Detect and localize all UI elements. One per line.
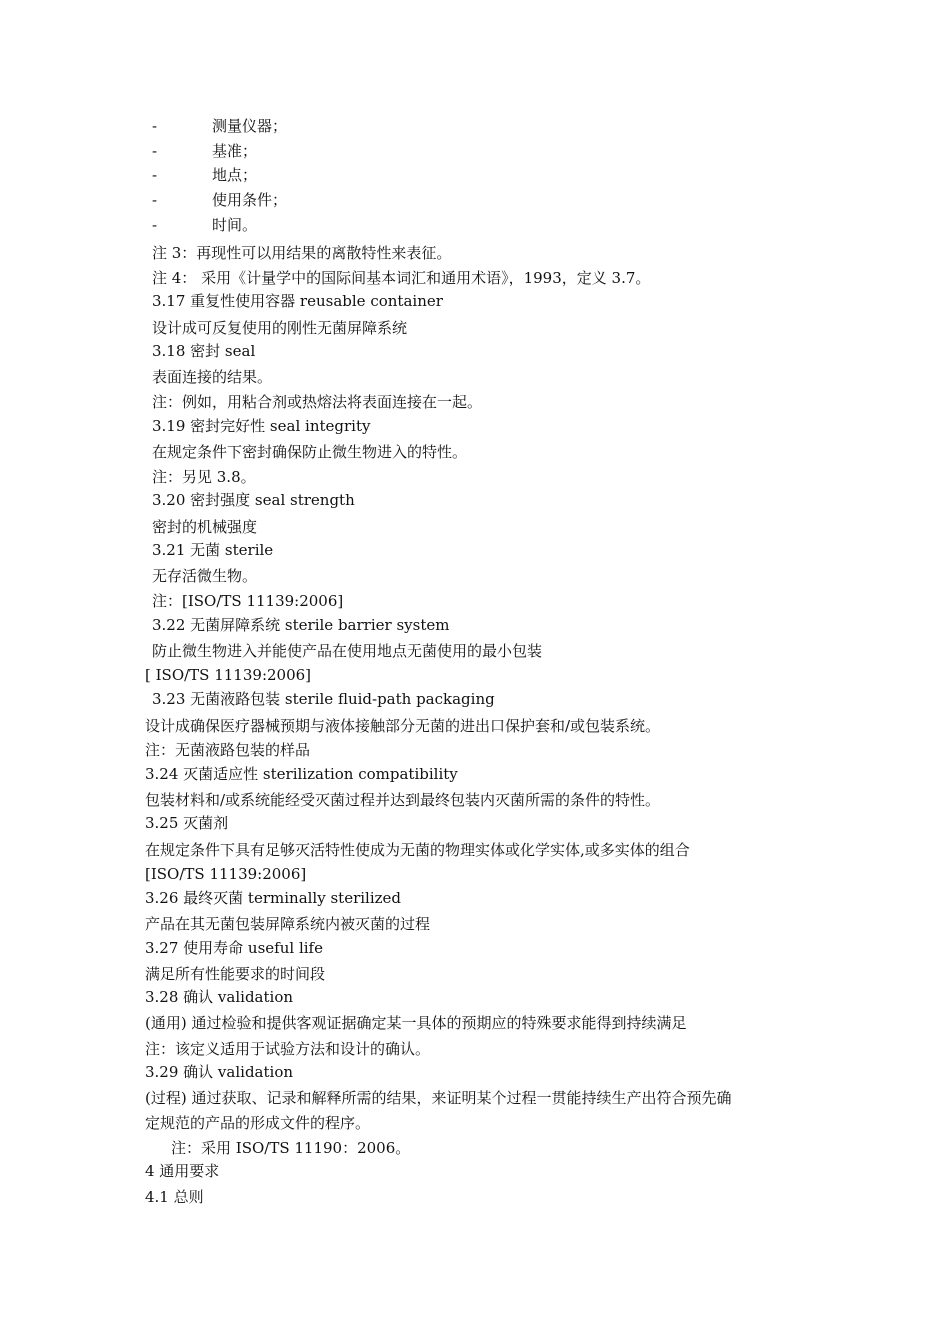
heading-4: 4 通用要求 [145, 1162, 220, 1180]
list-item-text: 地点； [212, 166, 258, 184]
heading-3-28: 3.28 确认 validation [145, 988, 294, 1006]
heading-3-24: 3.24 灭菌适应性 sterilization compatibility [145, 765, 458, 783]
reference-3-22: [ ISO/TS 11139:2006] [145, 666, 312, 684]
heading-4-1: 4.1 总则 [145, 1188, 204, 1206]
heading-3-29: 3.29 确认 validation [145, 1063, 294, 1081]
definition-3-17: 设计成可反复使用的刚性无菌屏障系统 [152, 319, 408, 337]
definition-3-29-line-1: (过程) 通过获取、记录和解释所需的结果，来证明某个过程一贯能持续生产出符合预先确 [145, 1089, 732, 1107]
list-item-text: 时间。 [212, 216, 258, 234]
definition-3-28: (通用) 通过检验和提供客观证据确定某一具体的预期应的特殊要求能得到持续满足 [145, 1014, 687, 1032]
heading-3-18: 3.18 密封 seal [152, 342, 256, 360]
bullet-marker: - [152, 166, 158, 184]
heading-3-19: 3.19 密封完好性 seal integrity [152, 417, 371, 435]
definition-3-27: 满足所有性能要求的时间段 [145, 965, 326, 983]
note-3: 注 3：再现性可以用结果的离散特性来表征。 [152, 244, 452, 262]
heading-3-22: 3.22 无菌屏障系统 sterile barrier system [152, 616, 450, 634]
definition-3-20: 密封的机械强度 [152, 518, 258, 536]
note-4: 注 4： 采用《计量学中的国际间基本词汇和通用术语》，1993，定义 3.7。 [152, 269, 651, 287]
note-3-28: 注：该定义适用于试验方法和设计的确认。 [145, 1040, 431, 1058]
note-3-19: 注：另见 3.8。 [152, 468, 256, 486]
definition-3-18: 表面连接的结果。 [152, 368, 273, 386]
definition-3-26: 产品在其无菌包装屏障系统内被灭菌的过程 [145, 915, 431, 933]
heading-3-21: 3.21 无菌 sterile [152, 541, 274, 559]
definition-3-29-line-2: 定规范的产品的形成文件的程序。 [145, 1114, 371, 1132]
heading-3-25: 3.25 灭菌剂 [145, 814, 229, 832]
definition-3-25: 在规定条件下具有足够灭活特性使成为无菌的物理实体或化学实体,或多实体的组合 [145, 841, 690, 859]
reference-3-25: [ISO/TS 11139:2006] [145, 865, 307, 883]
list-item-text: 使用条件； [212, 191, 288, 209]
heading-3-23: 3.23 无菌液路包装 sterile fluid-path packaging [152, 690, 495, 708]
bullet-marker: - [152, 142, 158, 160]
definition-3-22: 防止微生物进入并能使产品在使用地点无菌使用的最小包装 [152, 642, 543, 660]
bullet-marker: - [152, 216, 158, 234]
list-item-text: 基准； [212, 142, 258, 160]
bullet-marker: - [152, 117, 158, 135]
definition-3-23: 设计成确保医疗器械预期与液体接触部分无菌的进出口保护套和/或包装系统。 [145, 717, 661, 735]
heading-3-20: 3.20 密封强度 seal strength [152, 491, 355, 509]
note-3-18: 注：例如，用粘合剂或热熔法将表面连接在一起。 [152, 393, 483, 411]
note-3-29: 注：采用 ISO/TS 11190：2006。 [171, 1139, 411, 1157]
definition-3-24: 包装材料和/或系统能经受灭菌过程并达到最终包装内灭菌所需的条件的特性。 [145, 791, 661, 809]
bullet-marker: - [152, 191, 158, 209]
note-3-21: 注：[ISO/TS 11139:2006] [152, 592, 344, 610]
definition-3-21: 无存活微生物。 [152, 567, 258, 585]
definition-3-19: 在规定条件下密封确保防止微生物进入的特性。 [152, 443, 468, 461]
list-item-text: 测量仪器； [212, 117, 288, 135]
note-3-23: 注：无菌液路包装的样品 [145, 741, 311, 759]
heading-3-17: 3.17 重复性使用容器 reusable container [152, 292, 443, 310]
heading-3-26: 3.26 最终灭菌 terminally sterilized [145, 889, 402, 907]
heading-3-27: 3.27 使用寿命 useful life [145, 939, 323, 957]
